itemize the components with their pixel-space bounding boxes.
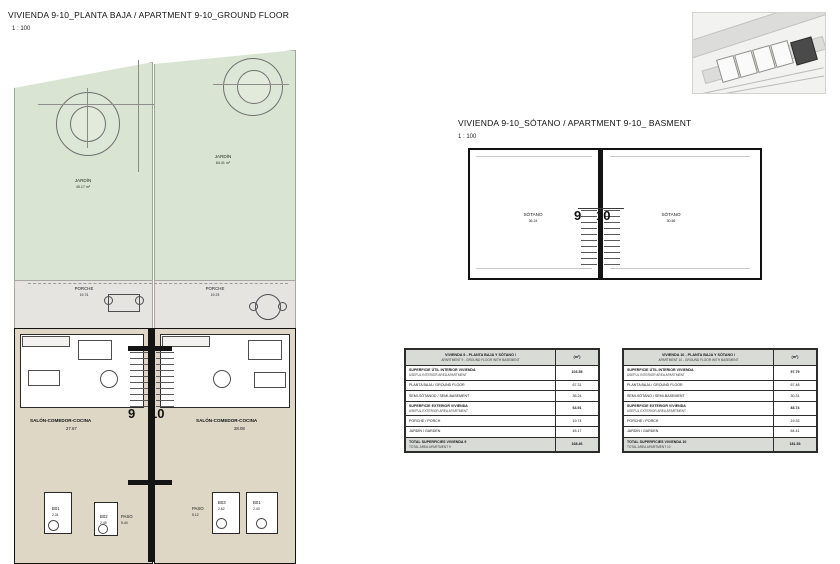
table-row: [406, 416, 599, 427]
row-label: JARDÍN / GARDEN: [624, 426, 774, 437]
basement-scale-label: 1 : 100: [458, 134, 477, 140]
table-10-subtitle: APARTMENT 10 - GROUND FLOOR WITH BASEMENT: [658, 357, 739, 362]
row-value: 30.31: [774, 391, 817, 402]
row-sublabel: USEFUL INTERIOR AREA APARTMENT: [627, 372, 685, 377]
row-label: PLANTA BAJA / GROUND FLOOR: [624, 380, 774, 391]
room-b03-right-area: 2.62: [218, 507, 225, 511]
table-row: [624, 391, 817, 402]
total-value: 168.46: [556, 437, 599, 452]
tree-trunk-line: [87, 88, 88, 148]
outdoor-chair-icon: [278, 302, 287, 311]
garden-left-label: JARDÍN: [74, 178, 92, 183]
table-total-row: [406, 437, 599, 452]
area-table-apartment-9: [404, 348, 600, 453]
row-sublabel: USEFUL INTERIOR AREA APARTMENT: [409, 372, 467, 377]
stair-left: [130, 352, 148, 410]
porch-right-area-value: 19.23: [210, 292, 220, 297]
main-scale-label: 1 : 100: [12, 26, 31, 32]
salon-right-area: 28.08: [234, 426, 245, 431]
row-sublabel: USEFUL EXTERIOR AREA APARTMENT: [627, 408, 686, 413]
branch-line: [213, 84, 289, 85]
table-10-title-cell: [624, 350, 774, 366]
garden-left-label-group: [60, 178, 106, 189]
outdoor-chair-icon: [135, 296, 144, 305]
hatch-line: [476, 268, 592, 269]
outdoor-chair-icon: [104, 296, 113, 305]
table-row: [624, 401, 817, 416]
garden-right-label: JARDÍN: [214, 154, 232, 159]
row-value: 64.41: [774, 426, 817, 437]
basement-stair-left: [581, 210, 597, 268]
porch-left-label: PORCHE: [74, 286, 94, 291]
room-b02-left-area: 2.49: [100, 521, 107, 525]
table-row: [624, 416, 817, 427]
room-b01-right-label: B01: [253, 500, 261, 505]
stair-right: [156, 352, 174, 410]
room-b03-right: [212, 492, 240, 534]
room-b01-left-area: 2.31: [52, 513, 59, 517]
basement-plan: [468, 148, 762, 280]
basement-left-area: 36.24: [528, 219, 538, 224]
garden-left-area-value: 45.17 m²: [75, 184, 91, 189]
table-9-unit-header: (m²): [556, 350, 599, 366]
table-row: [406, 391, 599, 402]
table-total-row: [624, 437, 817, 452]
apartment-number-9: 9: [128, 406, 136, 421]
row-label: PORCHE / PORCH: [406, 416, 556, 427]
table-10-title: VIVIENDA 10 - PLANTA BAJA Y SÓTANO /: [661, 353, 736, 357]
row-sublabel: USEFUL EXTERIOR AREA APARTMENT: [409, 408, 468, 413]
row-label: SEMI-SÓTANO / SEMI-BASEMENT: [624, 391, 774, 402]
hatch-line: [476, 156, 592, 157]
area-table-apartment-10: [622, 348, 818, 453]
row-label: SUPERFICIE EXTERIOR VIVIENDA: [627, 404, 686, 409]
room-b02-left-label: B02: [100, 514, 108, 519]
table-header-row: [406, 350, 599, 366]
row-value: 64.91: [556, 401, 599, 416]
room-b01-right-area: 2.43: [253, 507, 260, 511]
row-label: SEMI-SÓTANOD / SEMI-BASEMENT: [406, 391, 556, 402]
table-9-title-cell: [406, 350, 556, 366]
toilet-icon: [216, 518, 227, 529]
room-paso-right-area: 5.12: [192, 513, 199, 517]
site-location-plan: [692, 12, 826, 94]
branch-line: [38, 104, 154, 105]
sofa-icon: [254, 372, 286, 388]
room-paso-left-label: PASO: [121, 514, 133, 519]
row-value: 19.74: [556, 416, 599, 427]
salon-left-area: 27.67: [66, 426, 77, 431]
garden-right-label-group: [200, 154, 246, 165]
row-value: 103.55: [556, 365, 599, 380]
row-label: PLANTA BAJA / GROUND FLOOR: [406, 380, 556, 391]
basement-right-label: SÓTANO: [661, 212, 681, 217]
basement-right-label-group: [648, 212, 694, 225]
porch-right-label: PORCHE: [205, 286, 225, 291]
basement-left-label: SÓTANO: [523, 212, 543, 217]
table-row: [406, 365, 599, 380]
basement-left-label-group: [510, 212, 556, 225]
row-label: SUPERFICIE ÚTIL INTERIOR VIVIENDA: [627, 368, 694, 373]
total-value: 181.53: [774, 437, 817, 452]
row-value: 67.31: [556, 380, 599, 391]
toilet-icon: [98, 524, 108, 534]
table-9-title: VIVIENDA 9 - PLANTA BAJA Y SÓTANO /: [444, 353, 517, 357]
garden-right-area-value: 84.41 m²: [215, 160, 231, 165]
stair-core-wall: [128, 346, 172, 351]
row-value: 83.74: [774, 401, 817, 416]
total-label: TOTAL SUPERFICIES VIVIENDA 9: [409, 440, 467, 445]
table-row: [406, 380, 599, 391]
hatch-line: [610, 268, 750, 269]
armchair-icon: [100, 370, 118, 388]
porch-left-area-value: 19.74: [79, 292, 89, 297]
porch-right-label-group: [194, 286, 236, 297]
row-value: 45.17: [556, 426, 599, 437]
table-row: [624, 426, 817, 437]
table-row: [624, 380, 817, 391]
branch-line: [138, 60, 139, 172]
hatch-line: [610, 156, 750, 157]
ground-floor-plan: [8, 40, 308, 525]
table-row: [406, 426, 599, 437]
tree-icon: [70, 106, 106, 142]
dining-table-icon: [248, 340, 282, 360]
stair-core-wall: [128, 480, 172, 485]
row-value: 97.79: [774, 365, 817, 380]
party-wall: [148, 328, 154, 562]
table-9-subtitle: APARTMENT 9 - GROUND FLOOR WITH BASEMENT: [441, 357, 520, 362]
outdoor-chair-icon: [249, 302, 258, 311]
row-label: JARDÍN / GARDEN: [406, 426, 556, 437]
room-paso-right-label: PASO: [192, 506, 204, 511]
row-value: 67.48: [774, 380, 817, 391]
room-paso-left-area: 5.44: [121, 521, 128, 525]
table-row: [406, 401, 599, 416]
toilet-icon: [256, 518, 267, 529]
basement-right-area: 30.56: [666, 219, 676, 224]
table-header-row: [624, 350, 817, 366]
kitchen-counter-icon: [22, 336, 70, 347]
tree-icon: [237, 70, 271, 104]
row-label: PORCHE / PORCH: [624, 416, 774, 427]
room-b03-right-label: B03: [218, 500, 226, 505]
row-label: SUPERFICIE EXTERIOR VIVIENDA: [409, 404, 468, 409]
dining-table-icon: [78, 340, 112, 360]
table-10-unit-header: (m²): [774, 350, 817, 366]
total-label: TOTAL SUPERFICIES VIVIENDA 10: [627, 440, 687, 445]
room-b01-left-label: B01: [52, 506, 60, 511]
table-row: [624, 365, 817, 380]
salon-right-label: SALÓN-COMEDOR-COCINA: [196, 418, 258, 423]
basement-title: VIVIENDA 9-10_SÓTANO / APARTMENT 9-10_ BASMENT: [458, 118, 692, 128]
armchair-icon: [213, 370, 231, 388]
total-sublabel: TOTAL AREA APARTMENT 9: [409, 444, 451, 449]
basement-number-10: 10: [596, 208, 611, 223]
salon-left-label: SALÓN-COMEDOR-COCINA: [30, 418, 92, 423]
sofa-icon: [28, 370, 60, 386]
row-value: 19.33: [774, 416, 817, 427]
row-label: SUPERFICIE ÚTIL INTERIOR VIVIENDA: [409, 368, 476, 373]
apartment-number-10: 10: [150, 406, 165, 421]
total-sublabel: TOTAL AREA APARTMENT 10: [627, 444, 671, 449]
page-title: VIVIENDA 9-10_PLANTA BAJA / APARTMENT 9-10_GROUND FLOOR: [8, 10, 290, 20]
porch-left-label-group: [63, 286, 105, 297]
porch-edge-line: [28, 283, 288, 284]
basement-number-9: 9: [574, 208, 582, 223]
row-value: 36.24: [556, 391, 599, 402]
